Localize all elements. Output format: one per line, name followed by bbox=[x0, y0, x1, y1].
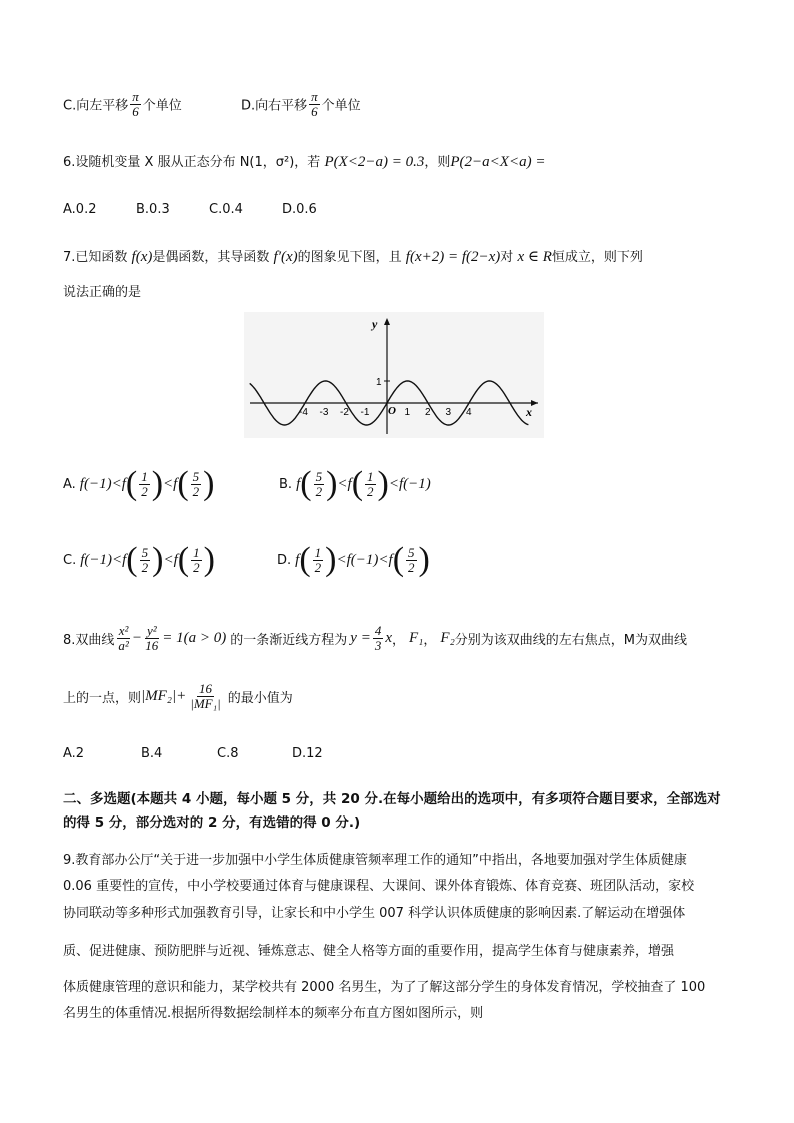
q5-c-prefix: C.向左平移 bbox=[63, 98, 129, 114]
q7-cond: f(x+2) = f(2−x) bbox=[405, 249, 501, 265]
q7-text5: 恒成立，则下列 bbox=[551, 250, 643, 265]
q7-c-lt1: <f bbox=[112, 551, 127, 568]
q7-a-frac2: $\frac{5}{2}$ bbox=[192, 468, 200, 499]
q8-option-c: C.8 bbox=[217, 746, 239, 761]
q7-fx: f(x) bbox=[131, 249, 153, 265]
q6-text2: ，则 bbox=[424, 155, 451, 170]
q5-d-fraction: $\frac{\pi}{6}$ bbox=[311, 89, 318, 119]
q7-c-frac2: $\frac{1}{2}$ bbox=[193, 544, 200, 575]
q7-c-lt2: <f bbox=[163, 551, 178, 568]
q8-stem-line2 bbox=[63, 674, 293, 718]
x-tick-label: 3 bbox=[445, 407, 452, 418]
q6-option-b: B.0.3 bbox=[136, 202, 170, 217]
q8-option-b: B.4 bbox=[141, 746, 163, 761]
q5-option-d bbox=[241, 90, 361, 118]
x-tick-label: -4 bbox=[299, 407, 308, 418]
q8-text5: 分别为该双曲线的左右焦点，M为双曲线 bbox=[454, 632, 688, 648]
q7-d-frac2: $\frac{5}{2}$ bbox=[408, 544, 415, 575]
q7-fpx: f′(x) bbox=[273, 249, 298, 265]
q6-expr2: P(2−a<X<a) = bbox=[450, 154, 546, 170]
q7-a-lt1: <f bbox=[111, 475, 126, 492]
q7-option-d: D. f ( $\frac{1}{2}$ ) <f(−1)<f ( $\frac{5}{2}$ ) bbox=[277, 541, 430, 578]
q5-d-prefix: D.向右平移 bbox=[241, 98, 308, 114]
q7-d-frac1: $\frac{1}{2}$ bbox=[314, 544, 322, 575]
q8-asym-x: x bbox=[385, 629, 392, 646]
q8-text4: ， bbox=[423, 632, 437, 648]
q8-f2: F₂ bbox=[440, 629, 455, 646]
x-tick-label: -3 bbox=[319, 407, 329, 418]
q9-line3: 协同联动等多种形式加强教育引导，让家长和中小学生 007 科学认识体质健康的影响因素.了解运动在增强体 bbox=[63, 906, 686, 921]
q8-asym-lhs: y = bbox=[350, 629, 371, 646]
q7-a-frac1: $\frac{1}{2}$ bbox=[141, 468, 148, 499]
q8-minus: − bbox=[132, 629, 142, 646]
x-tick-label: -2 bbox=[340, 407, 349, 418]
q7-text3: 的图象见下图，且 bbox=[297, 250, 402, 265]
q8-text3: ， bbox=[391, 632, 405, 648]
x-tick-label: 2 bbox=[425, 407, 431, 418]
q7-d-label: D. bbox=[277, 552, 292, 568]
q8-text2: 的一条渐近线方程为 bbox=[230, 632, 348, 648]
q7-option-b: B. f ( $\frac{5}{2}$ ) <f ( $\frac{1}{2}$ ) <f(−1) bbox=[279, 465, 431, 502]
q8-frac3: $\frac{16}{\text{|MF₁|}}$ bbox=[190, 680, 221, 711]
q8-asym-frac: $\frac{4}{3}$ bbox=[374, 622, 382, 653]
q7-a-term1: f(−1) bbox=[79, 475, 112, 492]
q7-c-term1: f(−1) bbox=[80, 551, 112, 568]
q9-line1: 9.教育部办公厅“关于进一步加强中小学生体质健康管频率理工作的通知”中指出，各地要加强对学生体质健康 bbox=[63, 853, 687, 868]
q7-a-lt2: <f bbox=[163, 475, 178, 492]
q7-b-f1: f bbox=[296, 475, 301, 492]
q7-b-lt1: <f bbox=[337, 475, 352, 492]
q9-line5: 体质健康管理的意识和能力，某学校共有 2000 名男生，为了了解这部分学生的身体发育情况，学校抽查了 100 bbox=[63, 980, 706, 995]
q8-frac1: $\frac{\text{x²}}{\text{a²}}$ bbox=[118, 622, 129, 653]
q7-b-term3: <f(−1) bbox=[388, 475, 431, 492]
q8-mf2: |MF₂|+ bbox=[141, 687, 187, 704]
y-one-label: 1 bbox=[376, 377, 382, 388]
q8-option-a: A.2 bbox=[63, 746, 85, 761]
origin-label: O bbox=[388, 405, 396, 417]
y-axis-label: y bbox=[372, 317, 378, 331]
x-tick-label: 4 bbox=[466, 407, 472, 418]
q7-option-c: C. f(−1) <f ( $\frac{5}{2}$ ) <f ( $\frac{1}{2}$ ) bbox=[63, 541, 215, 578]
q7-stem-line1 bbox=[63, 246, 643, 266]
q7-stem-line2: 说法正确的是 bbox=[63, 285, 142, 300]
q7-text1: 7.已知函数 bbox=[63, 250, 128, 265]
q6-text1: 6.设随机变量 X 服从正态分布 N(1，σ²)，若 bbox=[63, 155, 321, 170]
q9-line2: 0.06 重要性的宣传，中小学校要通过体育与健康课程、大课间、课外体育锻炼、体育竞赛、班团队活动，家校 bbox=[63, 879, 695, 894]
q7-c-label: C. bbox=[63, 552, 77, 568]
section2-heading-line2: 的得 5 分，部分选对的 2 分，有选错的得 0 分.) bbox=[63, 815, 361, 831]
q7-d-mid: <f(−1)<f bbox=[336, 551, 393, 568]
q7-text4: 对 bbox=[500, 250, 514, 265]
q7-text2: 是偶函数，其导函数 bbox=[152, 250, 270, 265]
x-tick-label: 1 bbox=[404, 407, 411, 418]
q5-d-suffix: 个单位 bbox=[321, 98, 361, 114]
x-tick-label: -1 bbox=[360, 407, 370, 418]
q7-b-frac2: $\frac{1}{2}$ bbox=[367, 468, 374, 499]
x-axis-label: x bbox=[526, 405, 532, 419]
q7-option-a: A. f(−1) <f ( $\frac{1}{2}$ ) <f ( $\frac{5}{2}$ ) bbox=[63, 465, 215, 502]
q5-option-c bbox=[63, 90, 182, 118]
q6-stem bbox=[63, 151, 545, 171]
q6-option-a: A.0.2 bbox=[63, 202, 97, 217]
q7-c-frac1: $\frac{5}{2}$ bbox=[141, 544, 149, 575]
q7-b-label: B. bbox=[279, 476, 293, 492]
section2-heading-line1: 二、多选题(本题共 4 小题，每小题 5 分，共 20 分.在每小题给出的选项中，有多项符合题目要求，全部选对 bbox=[63, 791, 721, 807]
q5-c-fraction: $\frac{\pi}{6}$ bbox=[132, 89, 139, 119]
q8-eq: = 1(a > 0) bbox=[162, 629, 227, 646]
q5-c-suffix: 个单位 bbox=[142, 98, 182, 114]
q7-xinr: x ∈ R bbox=[517, 249, 552, 265]
q6-option-d: D.0.6 bbox=[282, 202, 317, 217]
q8-line2-suffix: 的最小值为 bbox=[227, 690, 293, 706]
q9-line4: 质、促进健康、预防肥胖与近视、锤炼意志、健全人格等方面的重要作用，提高学生体育与健康素养，增强 bbox=[63, 944, 675, 959]
q7-a-label: A. bbox=[63, 476, 76, 492]
q8-f1: F₁ bbox=[409, 629, 424, 646]
q8-stem-line1 bbox=[63, 616, 687, 660]
q8-frac2: $\frac{\text{y²}}{16}$ bbox=[145, 622, 159, 653]
q7-d-f1: f bbox=[295, 551, 300, 568]
q8-line2-prefix: 上的一点，则 bbox=[63, 690, 142, 706]
q9-line6: 名男生的体重情况.根据所得数据绘制样本的频率分布直方图如图所示，则 bbox=[63, 1006, 484, 1021]
q6-expr1: P(X<2−a) = 0.3 bbox=[324, 154, 425, 170]
q8-prefix: 8.双曲线 bbox=[63, 632, 115, 648]
q7-b-frac1: $\frac{5}{2}$ bbox=[315, 468, 323, 499]
derivative-graph bbox=[244, 312, 544, 438]
q6-option-c: C.0.4 bbox=[209, 202, 243, 217]
q8-option-d: D.12 bbox=[292, 746, 323, 761]
